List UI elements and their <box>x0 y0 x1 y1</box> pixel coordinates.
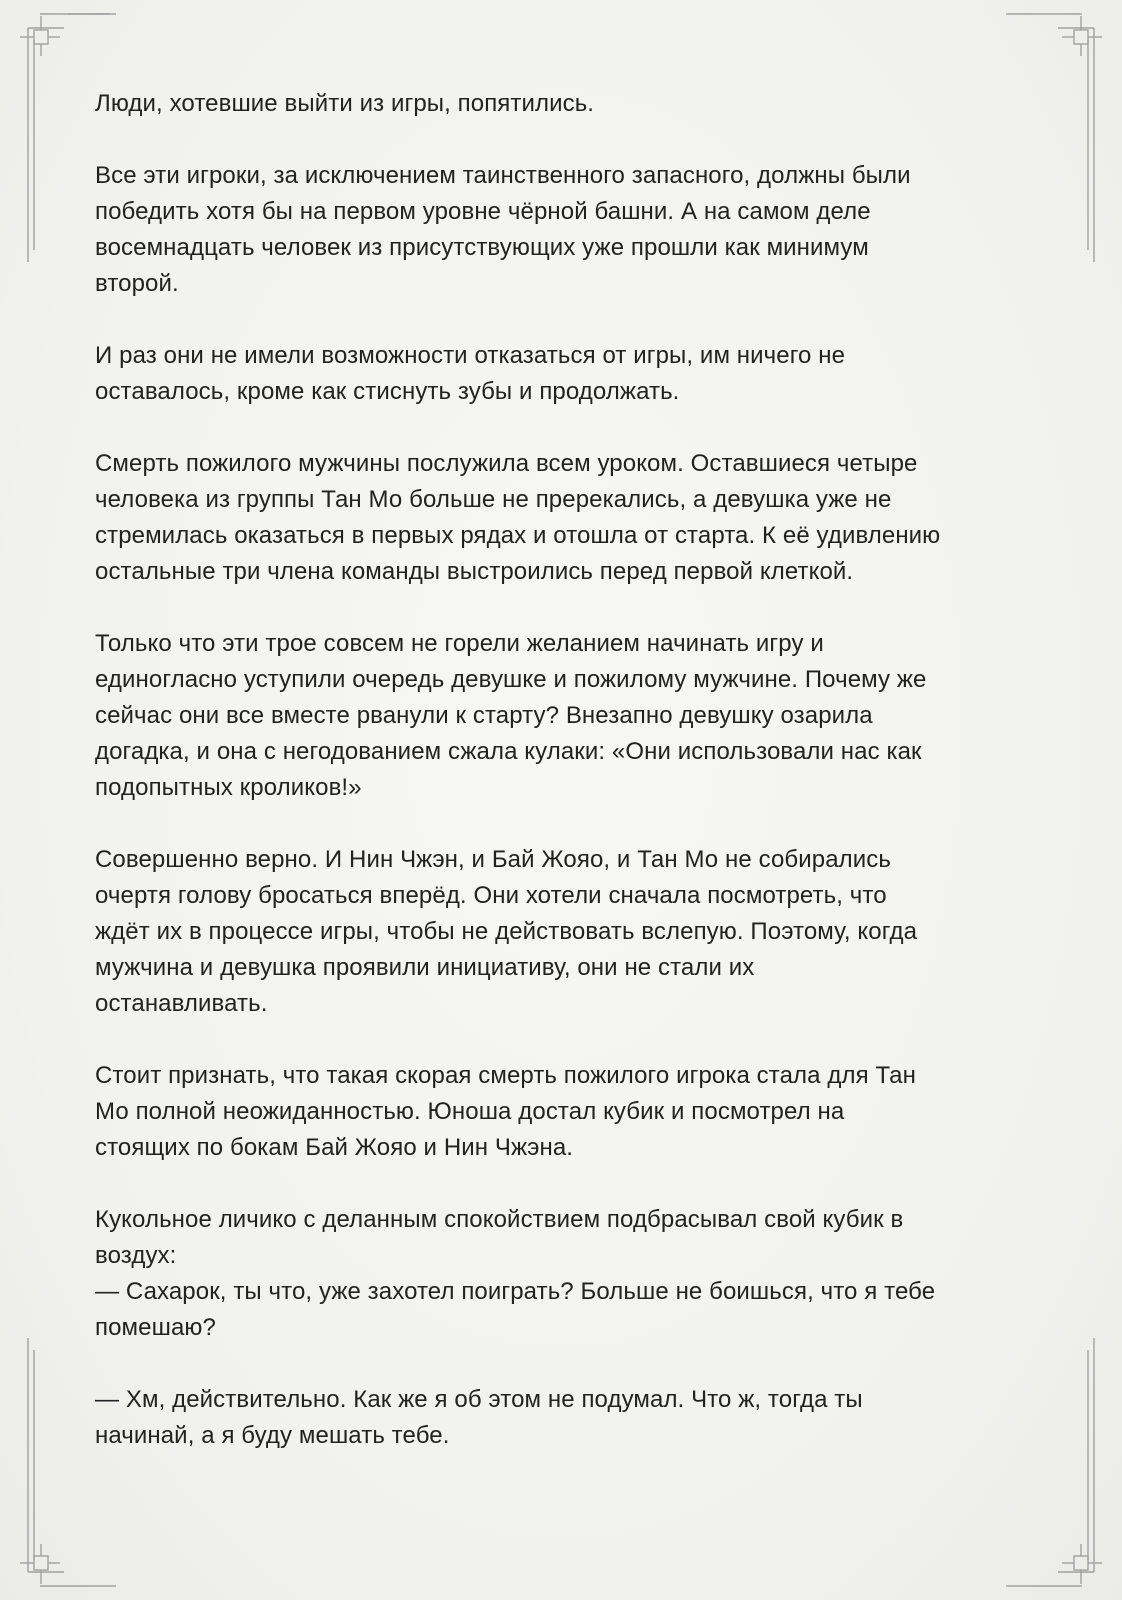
text-line: Люди, хотевшие выйти из игры, попятились. <box>95 90 595 117</box>
text-line: Кукольное личико с деланным спокойствием подбрасывал свой кубик в <box>95 1206 904 1233</box>
text-line: единогласно уступили очередь девушке и пожилому мужчине. Почему же <box>95 666 927 693</box>
text-line: оставалось, кроме как стиснуть зубы и продолжать. <box>95 378 680 405</box>
text-line: Смерть пожилого мужчины послужила всем уроком. Оставшиеся четыре <box>95 450 918 477</box>
text-line: воздух: <box>95 1242 177 1269</box>
document-body <box>95 86 1035 1454</box>
paragraph-7 <box>95 1058 1035 1166</box>
paragraph-9 <box>95 1382 1035 1454</box>
text-line: ждёт их в процессе игры, чтобы не действовать вслепую. Поэтому, когда <box>95 918 918 945</box>
text-line: Мо полной неожиданностью. Юноша достал кубик и посмотрел на <box>95 1098 845 1125</box>
text-line: И раз они не имели возможности отказаться от игры, им ничего не <box>95 342 846 369</box>
text-line: остальные три члена команды выстроились перед первой клеткой. <box>95 558 854 585</box>
text-line: сейчас они все вместе рванули к старту? Внезапно девушку озарила <box>95 702 873 729</box>
text-line: Только что эти трое совсем не горели желанием начинать игру и <box>95 630 824 657</box>
text-line: стремилась оказаться в первых рядах и отошла от старта. К её удивлению <box>95 522 941 549</box>
text-line: Стоит признать, что такая скорая смерть пожилого игрока стала для Тан <box>95 1062 916 1089</box>
paragraph-2 <box>95 158 1035 302</box>
text-line: мужчина и девушка проявили инициативу, они не стали их <box>95 954 755 981</box>
text-line: начинай, а я буду мешать тебе. <box>95 1422 450 1449</box>
text-line: — Хм, действительно. Как же я об этом не подумал. Что ж, тогда ты <box>95 1386 863 1413</box>
text-line: помешаю? <box>95 1314 216 1341</box>
paragraph-3 <box>95 338 1035 410</box>
text-line: догадка, и она с негодованием сжала кулаки: «Они использовали нас как <box>95 738 922 765</box>
paragraph-4 <box>95 446 1035 590</box>
text-line: Все эти игроки, за исключением таинственного запасного, должны были <box>95 162 911 189</box>
text-line: восемнадцать человек из присутствующих уже прошли как минимум <box>95 234 869 261</box>
text-line: Совершенно верно. И Нин Чжэн, и Бай Жояо, и Тан Мо не собирались <box>95 846 891 873</box>
text-line: второй. <box>95 270 179 297</box>
paragraph-6 <box>95 842 1035 1022</box>
paragraph-8 <box>95 1202 1035 1346</box>
text-line: — Сахарок, ты что, уже захотел поиграть? Больше не боишься, что я тебе <box>95 1278 936 1305</box>
text-line: человека из группы Тан Мо больше не пререкались, а девушка уже не <box>95 486 892 513</box>
paragraph-1 <box>95 86 1035 122</box>
text-line: победить хотя бы на первом уровне чёрной башни. А на самом деле <box>95 198 871 225</box>
text-line: очертя голову бросаться вперёд. Они хотели сначала посмотреть, что <box>95 882 887 909</box>
text-line: подопытных кроликов!» <box>95 774 362 801</box>
text-line: стоящих по бокам Бай Жояо и Нин Чжэна. <box>95 1134 574 1161</box>
text-line: останавливать. <box>95 990 268 1017</box>
paragraph-5 <box>95 626 1035 806</box>
